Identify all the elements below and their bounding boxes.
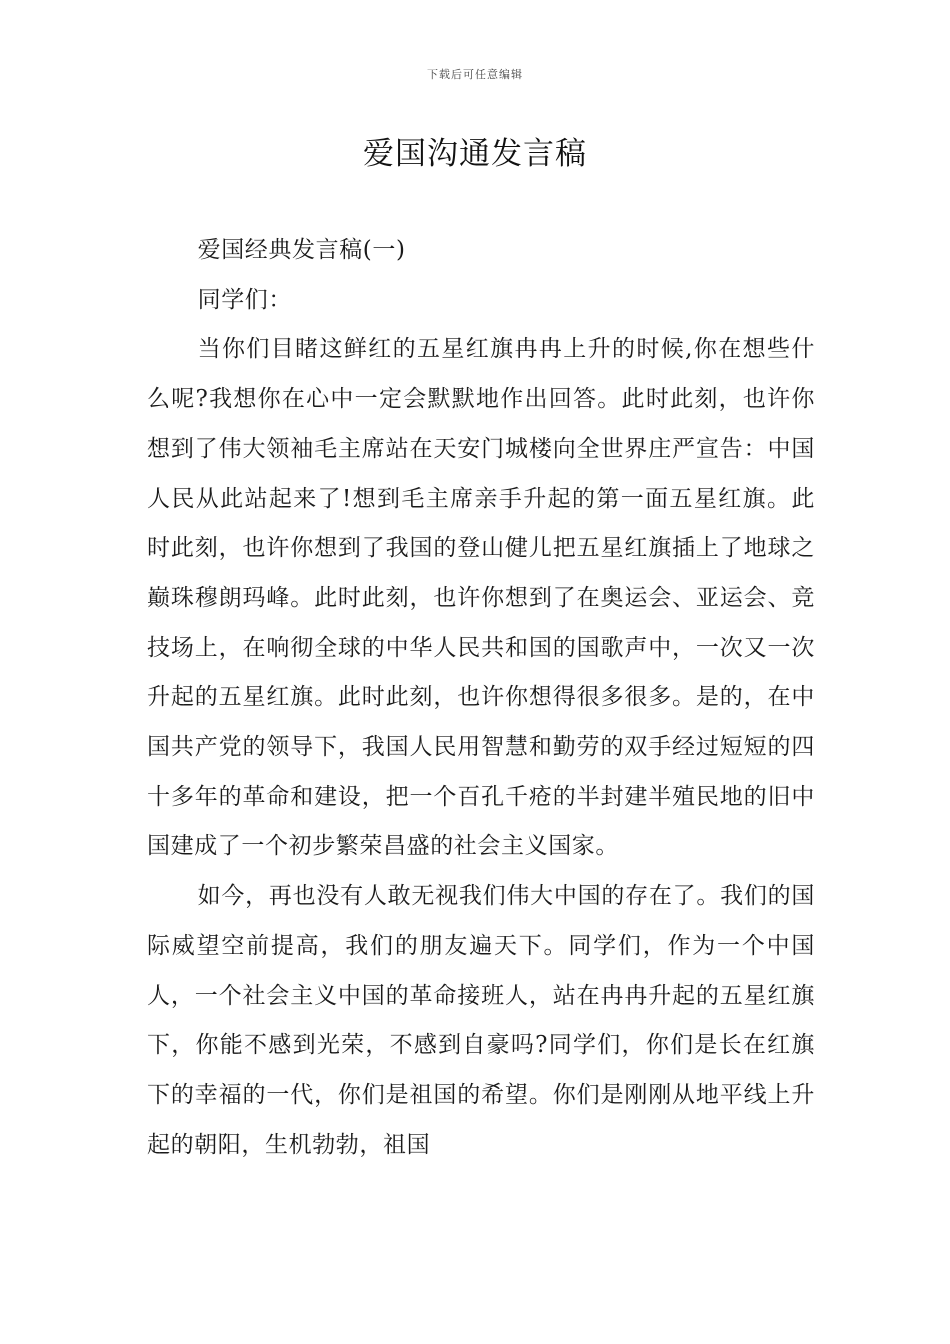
header-note: 下载后可任意编辑 — [427, 68, 523, 81]
body-paragraph-1: 当你们目睹这鲜红的五星红旗冉冉上升的时候,你在想些什么呢?我想你在心中一定会默默地作出回答。此时此刻，也许你想到了伟大领袖毛主席站在天安门城楼向全世界庄严宣告：中国人民从此站起来了!想到毛主席亲手升起的第一面五星红旗。此时此刻，也许你想到了我国的登山健儿把五星红旗插上了地球之巅珠穆朗玛峰。此时此刻，也许你想到了在奥运会、亚运会、竞技场上，在响彻全球的中华人民共和国的国歌声中，一次又一次升起的五星红旗。此时此刻，也许你想得很多很多。是的，在中国共产党的领导下，我国人民用智慧和勤劳的双手经过短短的四十多年的革命和建设，把一个百孔千疮的半封建半殖民地的旧中国建成了一个初步繁荣昌盛的社会主义国家。 — [147, 336, 815, 860]
document-title: 爱国沟通发言稿 — [363, 136, 587, 172]
greeting: 同学们： — [197, 286, 292, 313]
document-body — [147, 226, 815, 1170]
body-paragraph-2: 如今，再也没有人敢无视我们伟大中国的存在了。我们的国际威望空前提高，我们的朋友遍天下。同学们，作为一个中国人，一个社会主义中国的革命接班人，站在冉冉升起的五星红旗下，你能不感到光荣，不感到自豪吗?同学们，你们是长在红旗下的幸福的一代，你们是祖国的希望。你们是刚刚从地平线上升起的朝阳，生机勃勃，祖国 — [147, 883, 815, 1158]
section-subtitle: 爱国经典发言稿(一) — [197, 237, 406, 263]
